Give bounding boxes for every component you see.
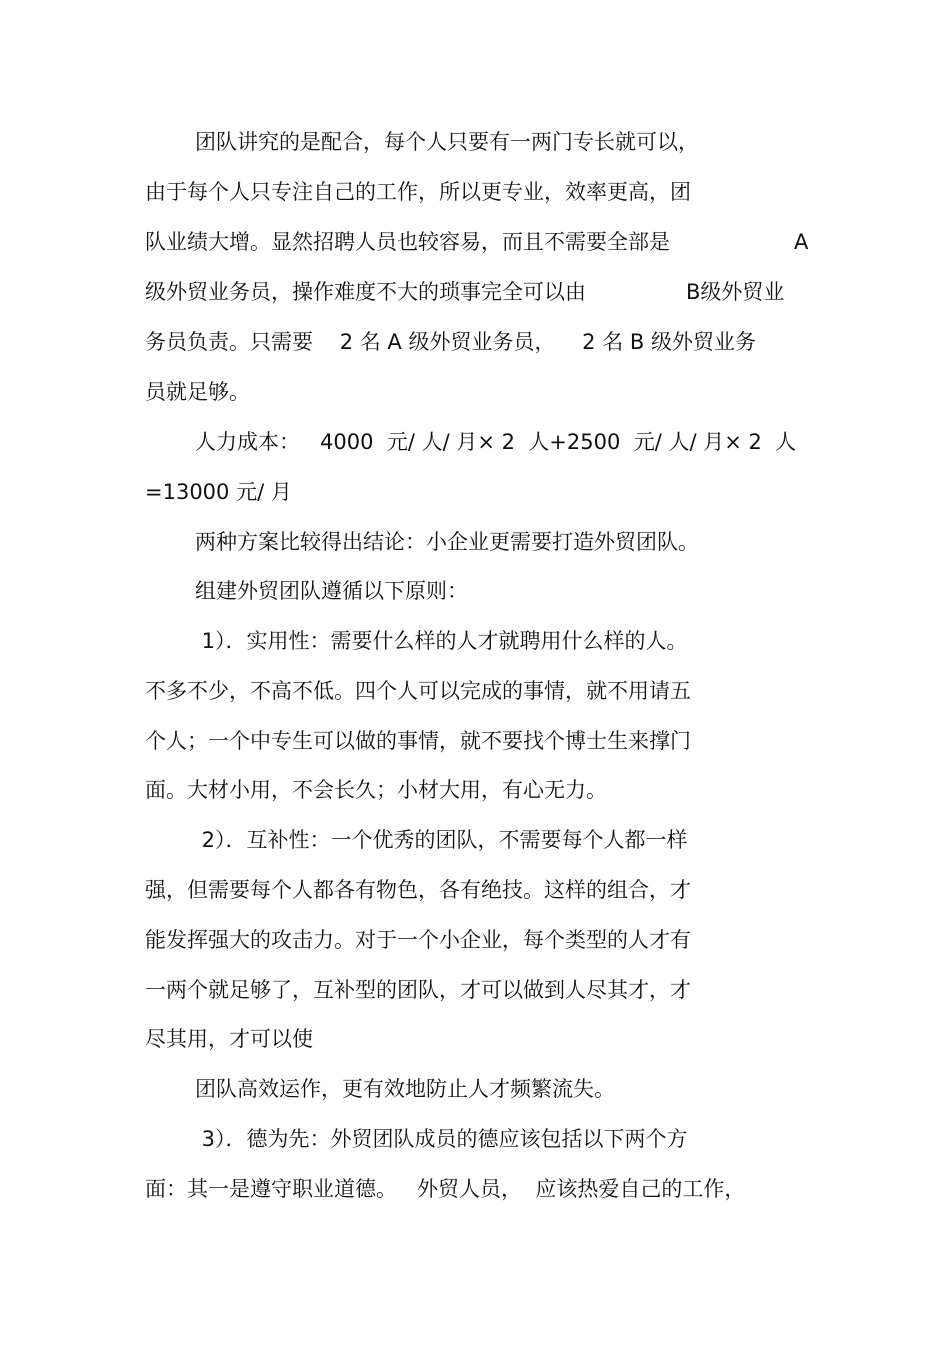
- text-line: 人力成本： 4000 元/ 人/ 月× 2 人+2500 元/ 人/ 月× 2 人: [195, 430, 797, 454]
- text-line: 3）．德为先：外贸团队成员的德应该包括以下两个方: [195, 1127, 688, 1151]
- text-line: 1）．实用性：需要什么样的人才就聘用什么样的人。: [195, 629, 688, 653]
- text-line: 务员负责。只需要 2 名 A 级外贸业务员， 2 名 B 级外贸业务: [145, 330, 756, 354]
- text-line: 团队高效运作，更有效地防止人才频繁流失。: [195, 1077, 615, 1101]
- text-line: 队业绩大增。显然招聘人员也较容易，而且不需要全部是: [145, 230, 670, 254]
- text-line: 面：其一是遵守职业道德。 外贸人员， 应该热爱自己的工作，: [145, 1177, 746, 1201]
- text-line: 2）．互补性：一个优秀的团队，不需要每个人都一样: [195, 828, 688, 852]
- text-line: 员就足够。: [145, 380, 250, 404]
- text-line: A: [794, 230, 809, 254]
- text-line: 强，但需要每个人都各有物色，各有绝技。这样的组合，才: [145, 878, 691, 902]
- text-line: 面。大材小用，不会长久；小材大用，有心无力。: [145, 778, 607, 802]
- text-line: B级外贸业: [686, 280, 785, 304]
- text-line: 不多不少，不高不低。四个人可以完成的事情，就不用请五: [145, 679, 691, 703]
- text-line: 能发挥强大的攻击力。对于一个小企业，每个类型的人才有: [145, 928, 691, 952]
- text-line: 级外贸业务员，操作难度不大的琐事完全可以由: [145, 280, 586, 304]
- text-line: 团队讲究的是配合，每个人只要有一两门专长就可以，: [195, 130, 699, 154]
- text-line: 由于每个人只专注自己的工作，所以更专业，效率更高，团: [145, 180, 691, 204]
- text-line: 一两个就足够了，互补型的团队，才可以做到人尽其才，才: [145, 978, 691, 1002]
- text-line: 个人；一个中专生可以做的事情，就不要找个博士生来撑门: [145, 729, 691, 753]
- text-line: 尽其用，才可以使: [145, 1027, 313, 1051]
- text-line: =13000 元/ 月: [145, 480, 292, 504]
- text-line: 两种方案比较得出结论：小企业更需要打造外贸团队。: [195, 530, 699, 554]
- text-line: 组建外贸团队遵循以下原则：: [195, 579, 468, 603]
